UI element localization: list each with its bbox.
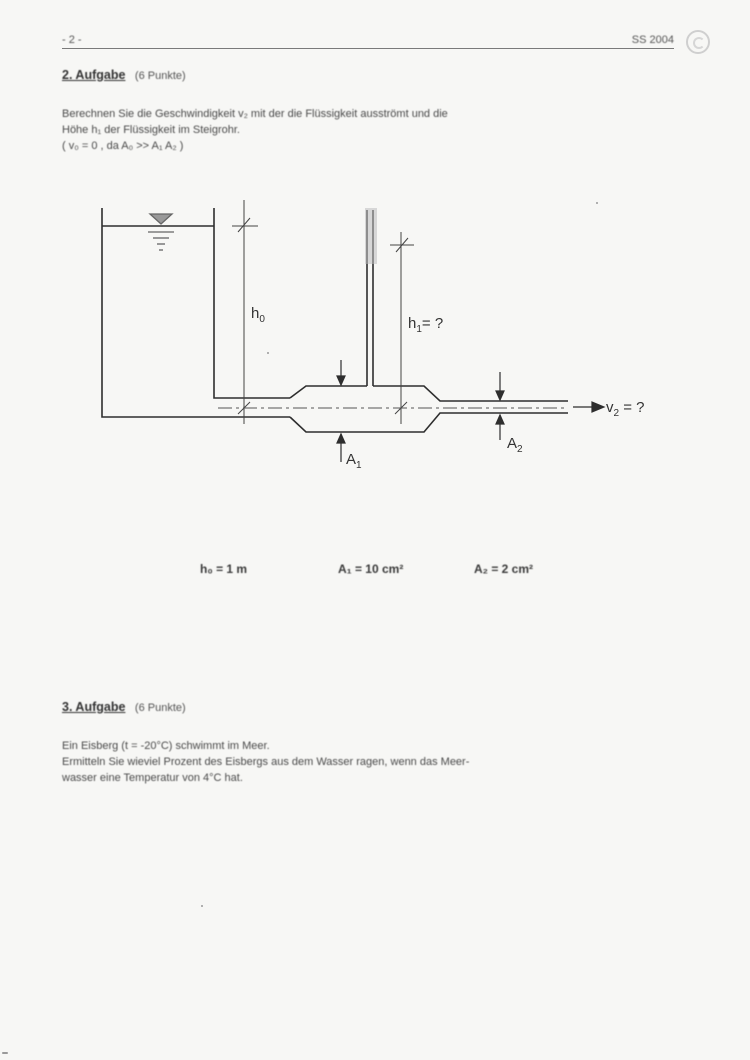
page-number: - 2 - xyxy=(62,34,82,46)
v2-label: $v_2$ = ? xyxy=(606,399,645,419)
task-2-line: ( v₀ = 0 , da A₀ >> A₁ A₂ ) xyxy=(62,140,184,152)
h1-label: $h_1=$ ? xyxy=(408,315,444,335)
task-3-number: 3. Aufgabe xyxy=(62,700,126,714)
semester-label: SS 2004 xyxy=(631,34,674,46)
scan-speck xyxy=(201,905,203,907)
task-2-line: Höhe h₁ der Flüssigkeit im Steigrohr. xyxy=(62,124,240,136)
a2-arrow-bottom-head xyxy=(496,415,504,424)
v2-arrow-head xyxy=(592,402,604,412)
task-3-points: (6 Punkte) xyxy=(134,702,186,714)
tank-wall xyxy=(102,208,290,417)
venturi-upper xyxy=(290,386,367,398)
tank-right-wall xyxy=(214,208,290,398)
task-2-points: (6 Punkte) xyxy=(134,70,186,82)
water-level-symbol xyxy=(148,214,174,250)
given-h0: h₀ = 1 m xyxy=(200,562,248,576)
scan-speck xyxy=(2,1052,8,1054)
scan-speck xyxy=(267,352,269,354)
task-3-line: wasser eine Temperatur von 4°C hat. xyxy=(62,772,243,784)
task-2-number: 2. Aufgabe xyxy=(62,68,126,82)
task-2-line: Berechnen Sie die Geschwindigkeit v₂ mit der die Flüssigkeit ausströmt und die xyxy=(62,108,448,120)
a1-label: $A_1$ xyxy=(346,451,362,471)
given-values xyxy=(0,562,750,582)
h0-label: $h_0$ xyxy=(251,305,265,325)
task-3-line: Ein Eisberg (t = -20°C) schwimmt im Meer. xyxy=(62,740,270,752)
scan-speck xyxy=(596,202,598,204)
venturi-upper-right xyxy=(373,386,568,401)
a2-label: $A_2$ xyxy=(507,435,523,455)
given-a1: A₁ = 10 cm² xyxy=(338,562,404,576)
task-3-text xyxy=(62,738,682,786)
a1-arrow-bottom-head xyxy=(337,434,345,443)
a1-arrow-top-head xyxy=(337,376,345,385)
given-a2: A₂ = 2 cm² xyxy=(474,562,534,576)
task-3-line: Ermitteln Sie wieviel Prozent des Eisbergs aus dem Wasser ragen, wenn das Meer- xyxy=(62,756,470,768)
standpipe-fill xyxy=(365,208,377,264)
task-3-title xyxy=(62,700,186,714)
a2-arrow-top-head xyxy=(496,391,504,400)
venturi-lower xyxy=(290,413,568,432)
